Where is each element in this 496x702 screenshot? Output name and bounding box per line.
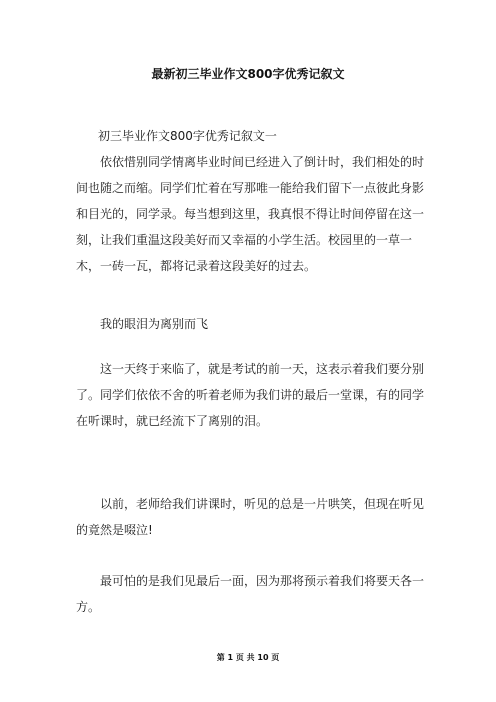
paragraph: 这一天终于来临了，就是考试的前一天，这表示着我们要分别了。同学们依依不舍的听着老师为我们讲的最后一堂课，有的同学在听课时，就已经流下了离别的泪。 (76, 362, 425, 428)
paragraph: 以前，老师给我们讲课时，听见的总是一片哄笑，但现在听见的竟然是啜泣! (76, 497, 425, 537)
document-title: 最新初三毕业作文800字优秀记叙文 (151, 67, 345, 81)
paragraph: 依依惜别同学情离毕业时间已经进入了倒计时，我们相处的时间也随之而缩。同学们忙着在写那唯一能给我们留下一点彼此身影和目光的，同学录。每当想到这里，我真恨不得让时间停留在这一刻，让我们重温这段美好而又幸福的小学生活。校园里的一草一木，一砖一瓦，都将记录着这段美好的过去。 (76, 155, 425, 273)
paragraph-heading: 我的眼泪为离别而飞 (100, 317, 209, 331)
page-footer: 第 1 页 共 10 页 (216, 653, 280, 662)
section-subtitle: 初三毕业作文800字优秀记叙文一 (98, 129, 277, 143)
paragraph: 最可怕的是我们见最后一面，因为那将预示着我们将要天各一方。 (76, 574, 425, 614)
